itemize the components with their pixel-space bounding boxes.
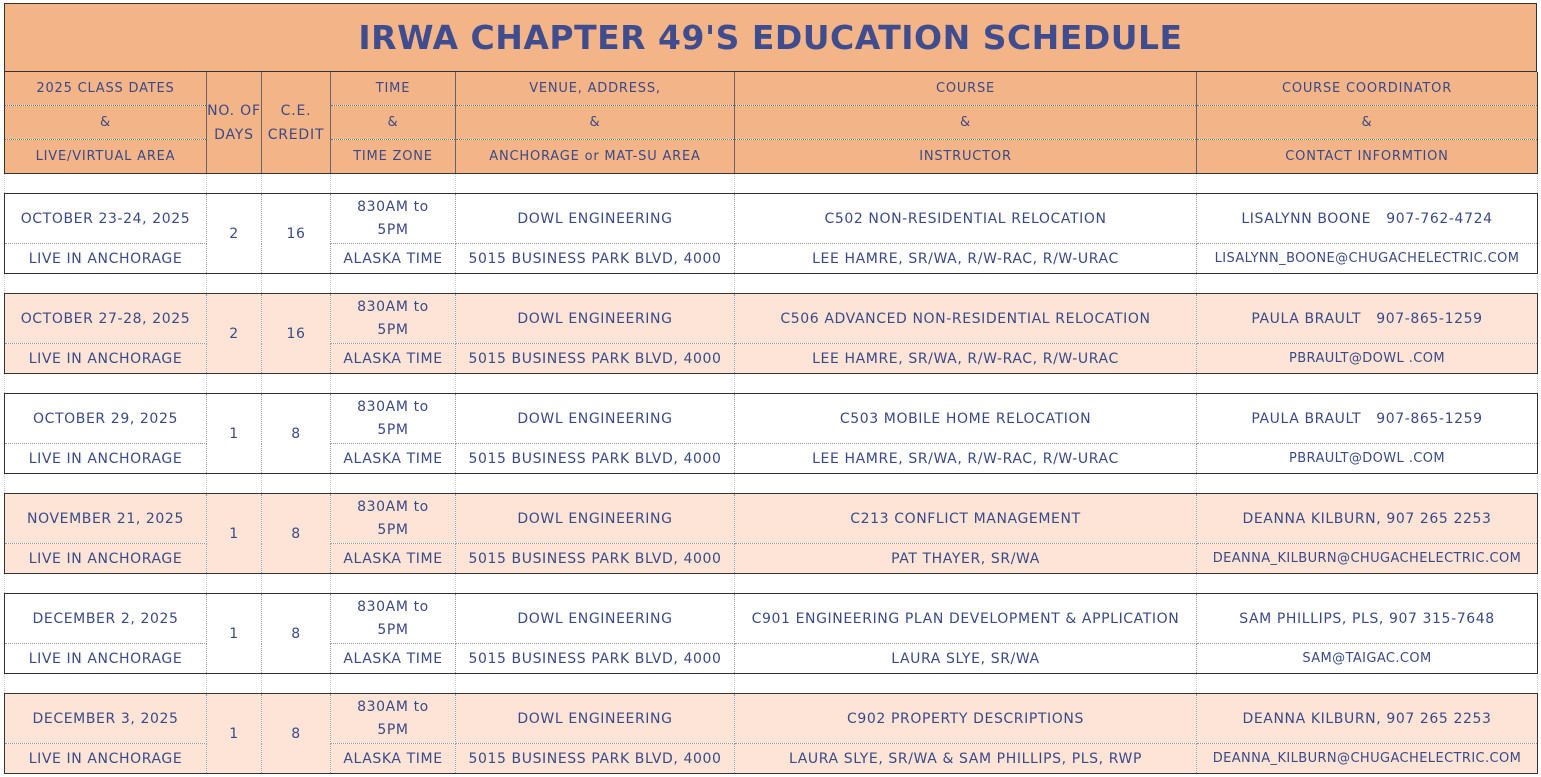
header-dates-line3: LIVE/VIRTUAL AREA bbox=[5, 140, 207, 174]
header-time-line3: TIME ZONE bbox=[331, 140, 456, 174]
coordinator-contact: PBRAULT@DOWL .COM bbox=[1197, 344, 1538, 374]
venue-name: DOWL ENGINEERING bbox=[456, 494, 735, 544]
time-zone: ALASKA TIME bbox=[331, 344, 456, 374]
instructor: LAURA SLYE, SR/WA bbox=[735, 644, 1197, 674]
class-date: OCTOBER 23-24, 2025 bbox=[5, 194, 207, 244]
venue-name: DOWL ENGINEERING bbox=[456, 194, 735, 244]
instructor: LAURA SLYE, SR/WA & SAM PHILLIPS, PLS, RWP bbox=[735, 744, 1197, 774]
course-name: C503 MOBILE HOME RELOCATION bbox=[735, 394, 1197, 444]
class-time bbox=[331, 494, 456, 544]
venue-address: 5015 BUSINESS PARK BLVD, 4000 bbox=[456, 244, 735, 274]
table-header bbox=[5, 72, 1538, 174]
coordinator-contact: PBRAULT@DOWL .COM bbox=[1197, 444, 1538, 474]
schedule-entry bbox=[5, 194, 1538, 274]
venue-address: 5015 BUSINESS PARK BLVD, 4000 bbox=[456, 744, 735, 774]
class-time-text: 830AM to 5PM bbox=[357, 398, 429, 438]
venue-address: 5015 BUSINESS PARK BLVD, 4000 bbox=[456, 344, 735, 374]
schedule-entry bbox=[5, 294, 1538, 374]
header-days: NO. OF DAYS bbox=[207, 72, 262, 174]
course-name: C902 PROPERTY DESCRIPTIONS bbox=[735, 694, 1197, 744]
coordinator-name: DEANNA KILBURN, 907 265 2253 bbox=[1197, 494, 1538, 544]
venue-address: 5015 BUSINESS PARK BLVD, 4000 bbox=[456, 544, 735, 574]
coordinator-contact: DEANNA_KILBURN@CHUGACHELECTRIC.COM bbox=[1197, 544, 1538, 574]
course-name: C901 ENGINEERING PLAN DEVELOPMENT & APPLICATION bbox=[735, 594, 1197, 644]
ce-credit: 16 bbox=[262, 194, 331, 274]
class-time-text: 830AM to 5PM bbox=[357, 498, 429, 538]
row-spacer bbox=[5, 674, 1538, 694]
schedule-sheet bbox=[4, 3, 1537, 774]
row-spacer bbox=[5, 174, 1538, 194]
row-spacer bbox=[5, 374, 1538, 394]
header-time-line2: & bbox=[331, 106, 456, 140]
num-days: 1 bbox=[207, 494, 262, 574]
row-spacer bbox=[5, 474, 1538, 494]
ce-credit: 8 bbox=[262, 394, 331, 474]
coordinator-contact: DEANNA_KILBURN@CHUGACHELECTRIC.COM bbox=[1197, 744, 1538, 774]
instructor: LEE HAMRE, SR/WA, R/W-RAC, R/W-URAC bbox=[735, 444, 1197, 474]
schedule-entry bbox=[5, 494, 1538, 574]
ce-credit: 8 bbox=[262, 494, 331, 574]
venue-address: 5015 BUSINESS PARK BLVD, 4000 bbox=[456, 644, 735, 674]
header-venue-line3: ANCHORAGE or MAT-SU AREA bbox=[456, 140, 735, 174]
class-time-text: 830AM to 5PM bbox=[357, 298, 429, 338]
course-name: C213 CONFLICT MANAGEMENT bbox=[735, 494, 1197, 544]
header-course-line1: COURSE bbox=[735, 72, 1197, 106]
live-area: LIVE IN ANCHORAGE bbox=[5, 544, 207, 574]
instructor: PAT THAYER, SR/WA bbox=[735, 544, 1197, 574]
venue-name: DOWL ENGINEERING bbox=[456, 294, 735, 344]
num-days: 2 bbox=[207, 294, 262, 374]
header-course-line3: INSTRUCTOR bbox=[735, 140, 1197, 174]
header-dates-line2: & bbox=[5, 106, 207, 140]
coordinator-name: PAULA BRAULT 907-865-1259 bbox=[1197, 294, 1538, 344]
page-title: IRWA CHAPTER 49'S EDUCATION SCHEDULE bbox=[4, 3, 1537, 72]
time-zone: ALASKA TIME bbox=[331, 444, 456, 474]
schedule-entry bbox=[5, 394, 1538, 474]
coordinator-contact: LISALYNN_BOONE@CHUGACHELECTRIC.COM bbox=[1197, 244, 1538, 274]
instructor: LEE HAMRE, SR/WA, R/W-RAC, R/W-URAC bbox=[735, 344, 1197, 374]
class-date: OCTOBER 27-28, 2025 bbox=[5, 294, 207, 344]
class-date: DECEMBER 2, 2025 bbox=[5, 594, 207, 644]
venue-address: 5015 BUSINESS PARK BLVD, 4000 bbox=[456, 444, 735, 474]
time-zone: ALASKA TIME bbox=[331, 244, 456, 274]
time-zone: ALASKA TIME bbox=[331, 544, 456, 574]
class-date: OCTOBER 29, 2025 bbox=[5, 394, 207, 444]
course-name: C506 ADVANCED NON-RESIDENTIAL RELOCATION bbox=[735, 294, 1197, 344]
ce-credit: 16 bbox=[262, 294, 331, 374]
header-venue-line1: VENUE, ADDRESS, bbox=[456, 72, 735, 106]
num-days: 1 bbox=[207, 694, 262, 774]
coordinator-contact: SAM@TAIGAC.COM bbox=[1197, 644, 1538, 674]
ce-credit: 8 bbox=[262, 594, 331, 674]
live-area: LIVE IN ANCHORAGE bbox=[5, 244, 207, 274]
time-zone: ALASKA TIME bbox=[331, 644, 456, 674]
header-coordinator-line1: COURSE COORDINATOR bbox=[1197, 72, 1538, 106]
coordinator-name: LISALYNN BOONE 907-762-4724 bbox=[1197, 194, 1538, 244]
class-time bbox=[331, 694, 456, 744]
header-coordinator-line2: & bbox=[1197, 106, 1538, 140]
class-date: NOVEMBER 21, 2025 bbox=[5, 494, 207, 544]
class-date: DECEMBER 3, 2025 bbox=[5, 694, 207, 744]
header-venue-line2: & bbox=[456, 106, 735, 140]
num-days: 2 bbox=[207, 194, 262, 274]
live-area: LIVE IN ANCHORAGE bbox=[5, 444, 207, 474]
num-days: 1 bbox=[207, 394, 262, 474]
schedule-table bbox=[4, 72, 1538, 774]
coordinator-name: SAM PHILLIPS, PLS, 907 315-7648 bbox=[1197, 594, 1538, 644]
header-dates-line1: 2025 CLASS DATES bbox=[5, 72, 207, 106]
time-zone: ALASKA TIME bbox=[331, 744, 456, 774]
class-time-text: 830AM to 5PM bbox=[357, 698, 429, 738]
class-time bbox=[331, 194, 456, 244]
class-time-text: 830AM to 5PM bbox=[357, 198, 429, 238]
course-name: C502 NON-RESIDENTIAL RELOCATION bbox=[735, 194, 1197, 244]
class-time bbox=[331, 294, 456, 344]
row-spacer bbox=[5, 574, 1538, 594]
header-time-line1: TIME bbox=[331, 72, 456, 106]
venue-name: DOWL ENGINEERING bbox=[456, 694, 735, 744]
row-spacer bbox=[5, 274, 1538, 294]
num-days: 1 bbox=[207, 594, 262, 674]
live-area: LIVE IN ANCHORAGE bbox=[5, 744, 207, 774]
live-area: LIVE IN ANCHORAGE bbox=[5, 644, 207, 674]
schedule-entry bbox=[5, 594, 1538, 674]
header-course-line2: & bbox=[735, 106, 1197, 140]
ce-credit: 8 bbox=[262, 694, 331, 774]
instructor: LEE HAMRE, SR/WA, R/W-RAC, R/W-URAC bbox=[735, 244, 1197, 274]
schedule-entry bbox=[5, 694, 1538, 774]
class-time bbox=[331, 594, 456, 644]
header-credit: C.E. CREDIT bbox=[262, 72, 331, 174]
class-time bbox=[331, 394, 456, 444]
venue-name: DOWL ENGINEERING bbox=[456, 394, 735, 444]
venue-name: DOWL ENGINEERING bbox=[456, 594, 735, 644]
coordinator-name: DEANNA KILBURN, 907 265 2253 bbox=[1197, 694, 1538, 744]
coordinator-name: PAULA BRAULT 907-865-1259 bbox=[1197, 394, 1538, 444]
header-coordinator-line3: CONTACT INFORMTION bbox=[1197, 140, 1538, 174]
class-time-text: 830AM to 5PM bbox=[357, 598, 429, 638]
live-area: LIVE IN ANCHORAGE bbox=[5, 344, 207, 374]
